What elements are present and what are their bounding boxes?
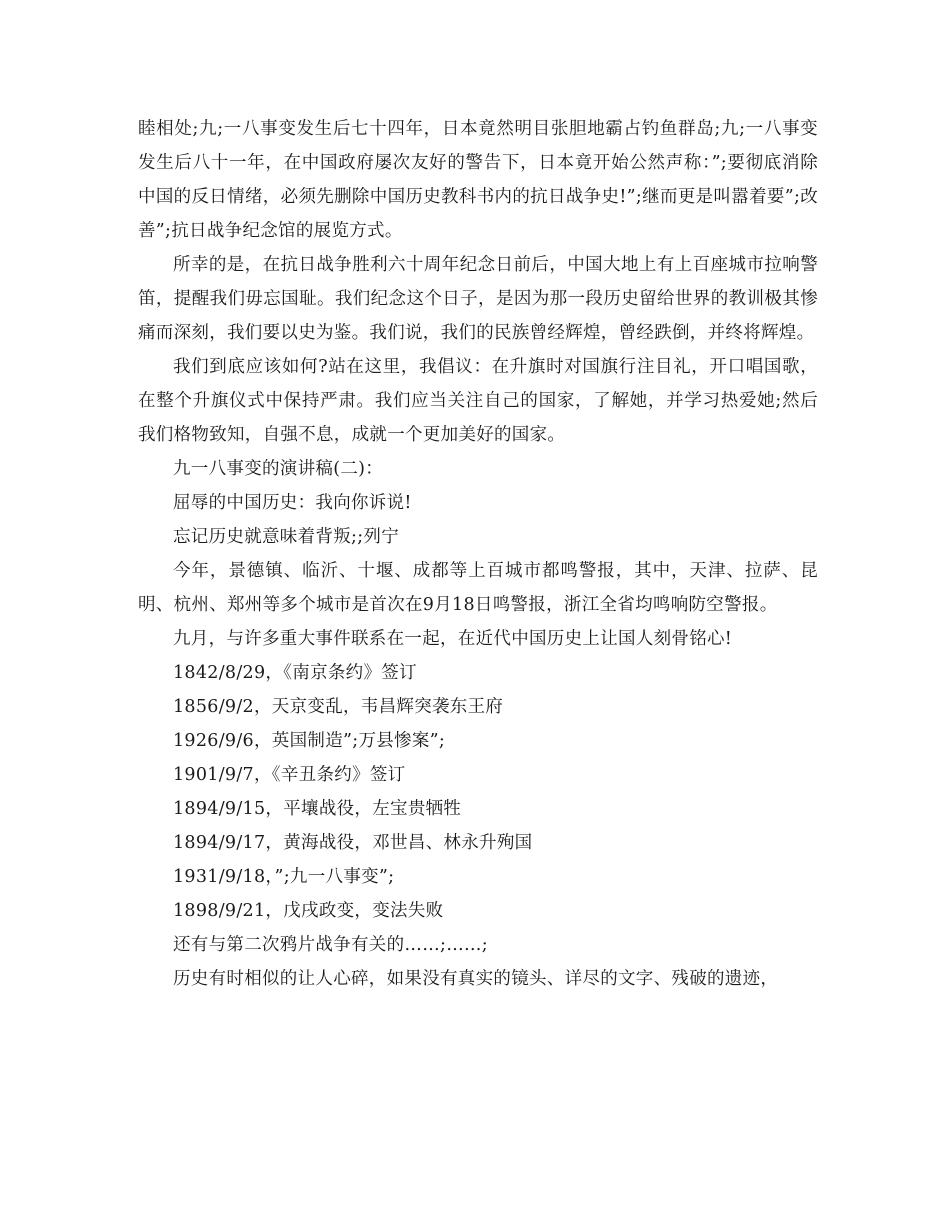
timeline-item: 1926/9/6，英国制造”;万县惨案”; bbox=[173, 731, 446, 751]
timeline-item: 1898/9/21，戊戌政变，变法失败 bbox=[173, 901, 444, 921]
paragraph-18: 历史有时相似的让人心碎，如果没有真实的镜头、详尽的文字、残破的遗迹， bbox=[173, 969, 779, 989]
timeline-item: 1901/9/7，《辛丑条约》签订 bbox=[173, 765, 406, 785]
quote-line: 忘记历史就意味着背叛;;列宁 bbox=[173, 527, 399, 547]
paragraph-5: 屈辱的中国历史：我向你诉说! bbox=[173, 493, 412, 513]
timeline-item: 1931/9/18，”;九一八事变”; bbox=[173, 867, 395, 887]
paragraph-8: 九月，与许多重大事件联系在一起，在近代中国历史上让国人刻骨铭心! bbox=[173, 629, 733, 649]
timeline-item: 1894/9/15，平壤战役，左宝贵牺牲 bbox=[173, 799, 462, 819]
paragraph-17: 还有与第二次鸦片战争有关的……;……; bbox=[173, 935, 488, 955]
timeline-item: 1842/8/29，《南京条约》签订 bbox=[173, 663, 417, 683]
speech-heading: 九一八事变的演讲稿(二)： bbox=[173, 459, 384, 479]
paragraph-1: 睦相处;九;一八事变发生后七十四年，日本竟然明目张胆地霸占钓鱼群岛;九;一八事变发生后八十一年，在中国政府屡次友好的警告下，日本竟开始公然声称：”;要彻底消除中国的反日情绪，必须先删除中国历史教科书内的抗日战争史!”;继而更是叫嚣着要”;改善”;抗日战争纪念馆的展览方式。 bbox=[138, 119, 818, 241]
timeline-item: 1894/9/17，黄海战役，邓世昌、林永升殉国 bbox=[173, 833, 533, 853]
timeline-item: 1856/9/2，天京变乱，韦昌辉突袭东王府 bbox=[173, 697, 504, 717]
paragraph-3: 我们到底应该如何?站在这里，我倡议：在升旗时对国旗行注目礼，开口唱国歌，在整个升旗仪式中保持严肃。我们应当关注自己的国家，了解她，并学习热爱她;然后我们格物致知，自强不息，成就一个更加美好的国家。 bbox=[138, 357, 818, 445]
paragraph-2: 所幸的是，在抗日战争胜利六十周年纪念日前后，中国大地上有上百座城市拉响警笛，提醒我们毋忘国耻。我们纪念这个日子，是因为那一段历史留给世界的教训极其惨痛而深刻，我们要以史为鉴。我们说，我们的民族曾经辉煌，曾经跌倒，并终将辉煌。 bbox=[138, 255, 818, 343]
document-page bbox=[138, 112, 818, 996]
paragraph-7: 今年，景德镇、临沂、十堰、成都等上百城市都鸣警报，其中，天津、拉萨、昆明、杭州、郑州等多个城市是首次在9月18日鸣警报，浙江全省均鸣响防空警报。 bbox=[138, 561, 818, 615]
